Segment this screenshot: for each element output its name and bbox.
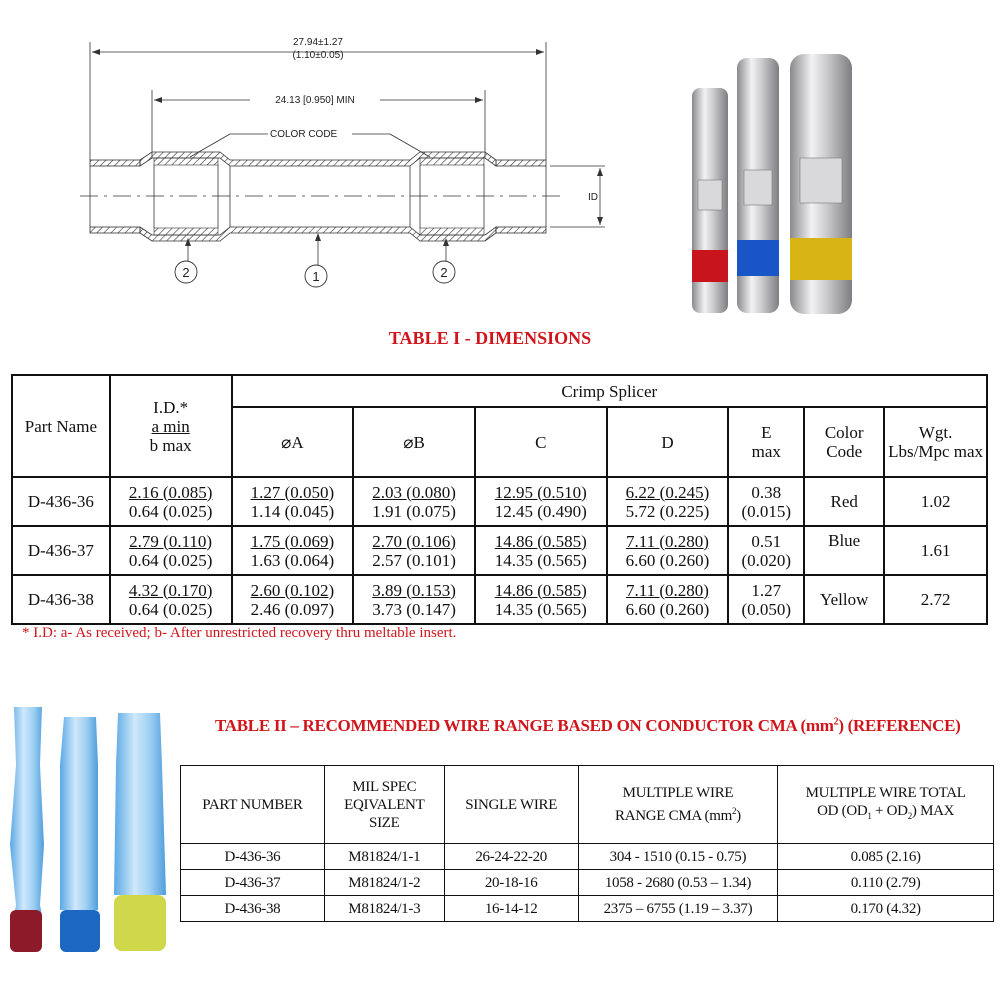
table-row: D-436-38 M81824/1-3 16-14-12 2375 – 6755 (1.19 – 3.37) 0.170 (4.32) (181, 896, 994, 922)
yellow-band (790, 238, 852, 280)
splice-tube-section (80, 152, 560, 241)
table-row: D-436-37 2.79 (0.110) 0.64 (0.025) 1.75 (0.069) 1.63 (0.064) 2.70 (0.106) 2.57 (0.101) 14.86 (0.585) 14.35 (0.565) 7.11 (0.280) 6.60 (0.260) 0.51 (0.020) Blue 1.61 (12, 526, 987, 575)
svg-text:2: 2 (440, 265, 448, 280)
header-part-number: PART NUMBER (181, 766, 325, 844)
table-row: D-436-37 M81824/1-2 20-18-16 1058 - 2680 (0.53 – 1.34) 0.110 (2.79) (181, 870, 994, 896)
blue-sleeve (60, 910, 100, 952)
header-id: I.D.* a min b max (110, 375, 232, 477)
table-row: D-436-38 4.32 (0.170) 0.64 (0.025) 2.60 (0.102) 2.46 (0.097) 3.89 (0.153) 3.73 (0.147) 14.86 (0.585) 14.35 (0.565) 7.11 (0.280) 6.60 (0.260) 1.27 (0.050) Yellow 2.72 (12, 575, 987, 624)
table-row: D-436-36 M81824/1-1 26-24-22-20 304 - 1510 (0.15 - 0.75) 0.085 (2.16) (181, 844, 994, 870)
header-multiple-wire-od: MULTIPLE WIRE TOTAL OD $(OD_1 + OD_2)$ MAX (778, 766, 994, 844)
small-heat-splice-icon (10, 707, 44, 915)
yellow-sleeve (114, 895, 166, 951)
dimensions-table (11, 374, 988, 625)
blue-band (737, 240, 779, 276)
svg-text:1: 1 (312, 269, 320, 284)
header-e: E max (728, 407, 804, 477)
splice-dimension-drawing (80, 30, 620, 300)
color-code-label: COLOR CODE (270, 129, 338, 140)
red-band (692, 250, 728, 282)
header-weight: Wgt. Lbs/Mpc max (884, 407, 987, 477)
large-heat-splice-icon (114, 713, 166, 895)
overall-length-inch-label: (1.10±0.05) (292, 50, 344, 61)
header-crimp-splicer: Crimp Splicer (232, 375, 988, 407)
table1-title: TABLE I - DIMENSIONS (388, 328, 592, 348)
header-a: ⌀A (232, 407, 354, 477)
table2-title: TABLE II – RECOMMENDED WIRE RANGE BASED ON CONDUCTOR CMA $(mm^2)$ (REFERENCE) (215, 716, 961, 735)
min-length-label: 24.13 [0.950] MIN (275, 95, 355, 106)
header-mil-spec: MIL SPEC EQIVALENT SIZE (324, 766, 444, 844)
header-b: ⌀B (353, 407, 475, 477)
medium-heat-splice-icon (60, 717, 98, 910)
header-color-code: Color Code (804, 407, 884, 477)
wire-range-table (180, 765, 994, 922)
red-sleeve (10, 910, 42, 952)
header-single-wire: SINGLE WIRE (444, 766, 578, 844)
header-d: D (607, 407, 729, 477)
id-label: ID (588, 192, 598, 203)
svg-text:2: 2 (182, 265, 190, 280)
header-part-name: Part Name (12, 375, 110, 477)
header-c: C (475, 407, 607, 477)
heat-shrink-splice-photo (6, 705, 171, 975)
crimp-splice-photo (690, 50, 860, 320)
id-footnote: * I.D: a- As received; b- After unrestricted recovery thru meltable insert. (22, 625, 457, 641)
table-row: D-436-36 2.16 (0.085) 0.64 (0.025) 1.27 (0.050) 1.14 (0.045) 2.03 (0.080) 1.91 (0.075) 12.95 (0.510) 12.45 (0.490) 6.22 (0.245) 5.72 (0.225) 0.38 (0.015) Red 1.02 (12, 477, 987, 526)
overall-length-label: 27.94±1.27 (293, 37, 343, 48)
header-multiple-wire-range: MULTIPLE WIRE RANGE CMA $(mm^2)$ (578, 766, 778, 844)
